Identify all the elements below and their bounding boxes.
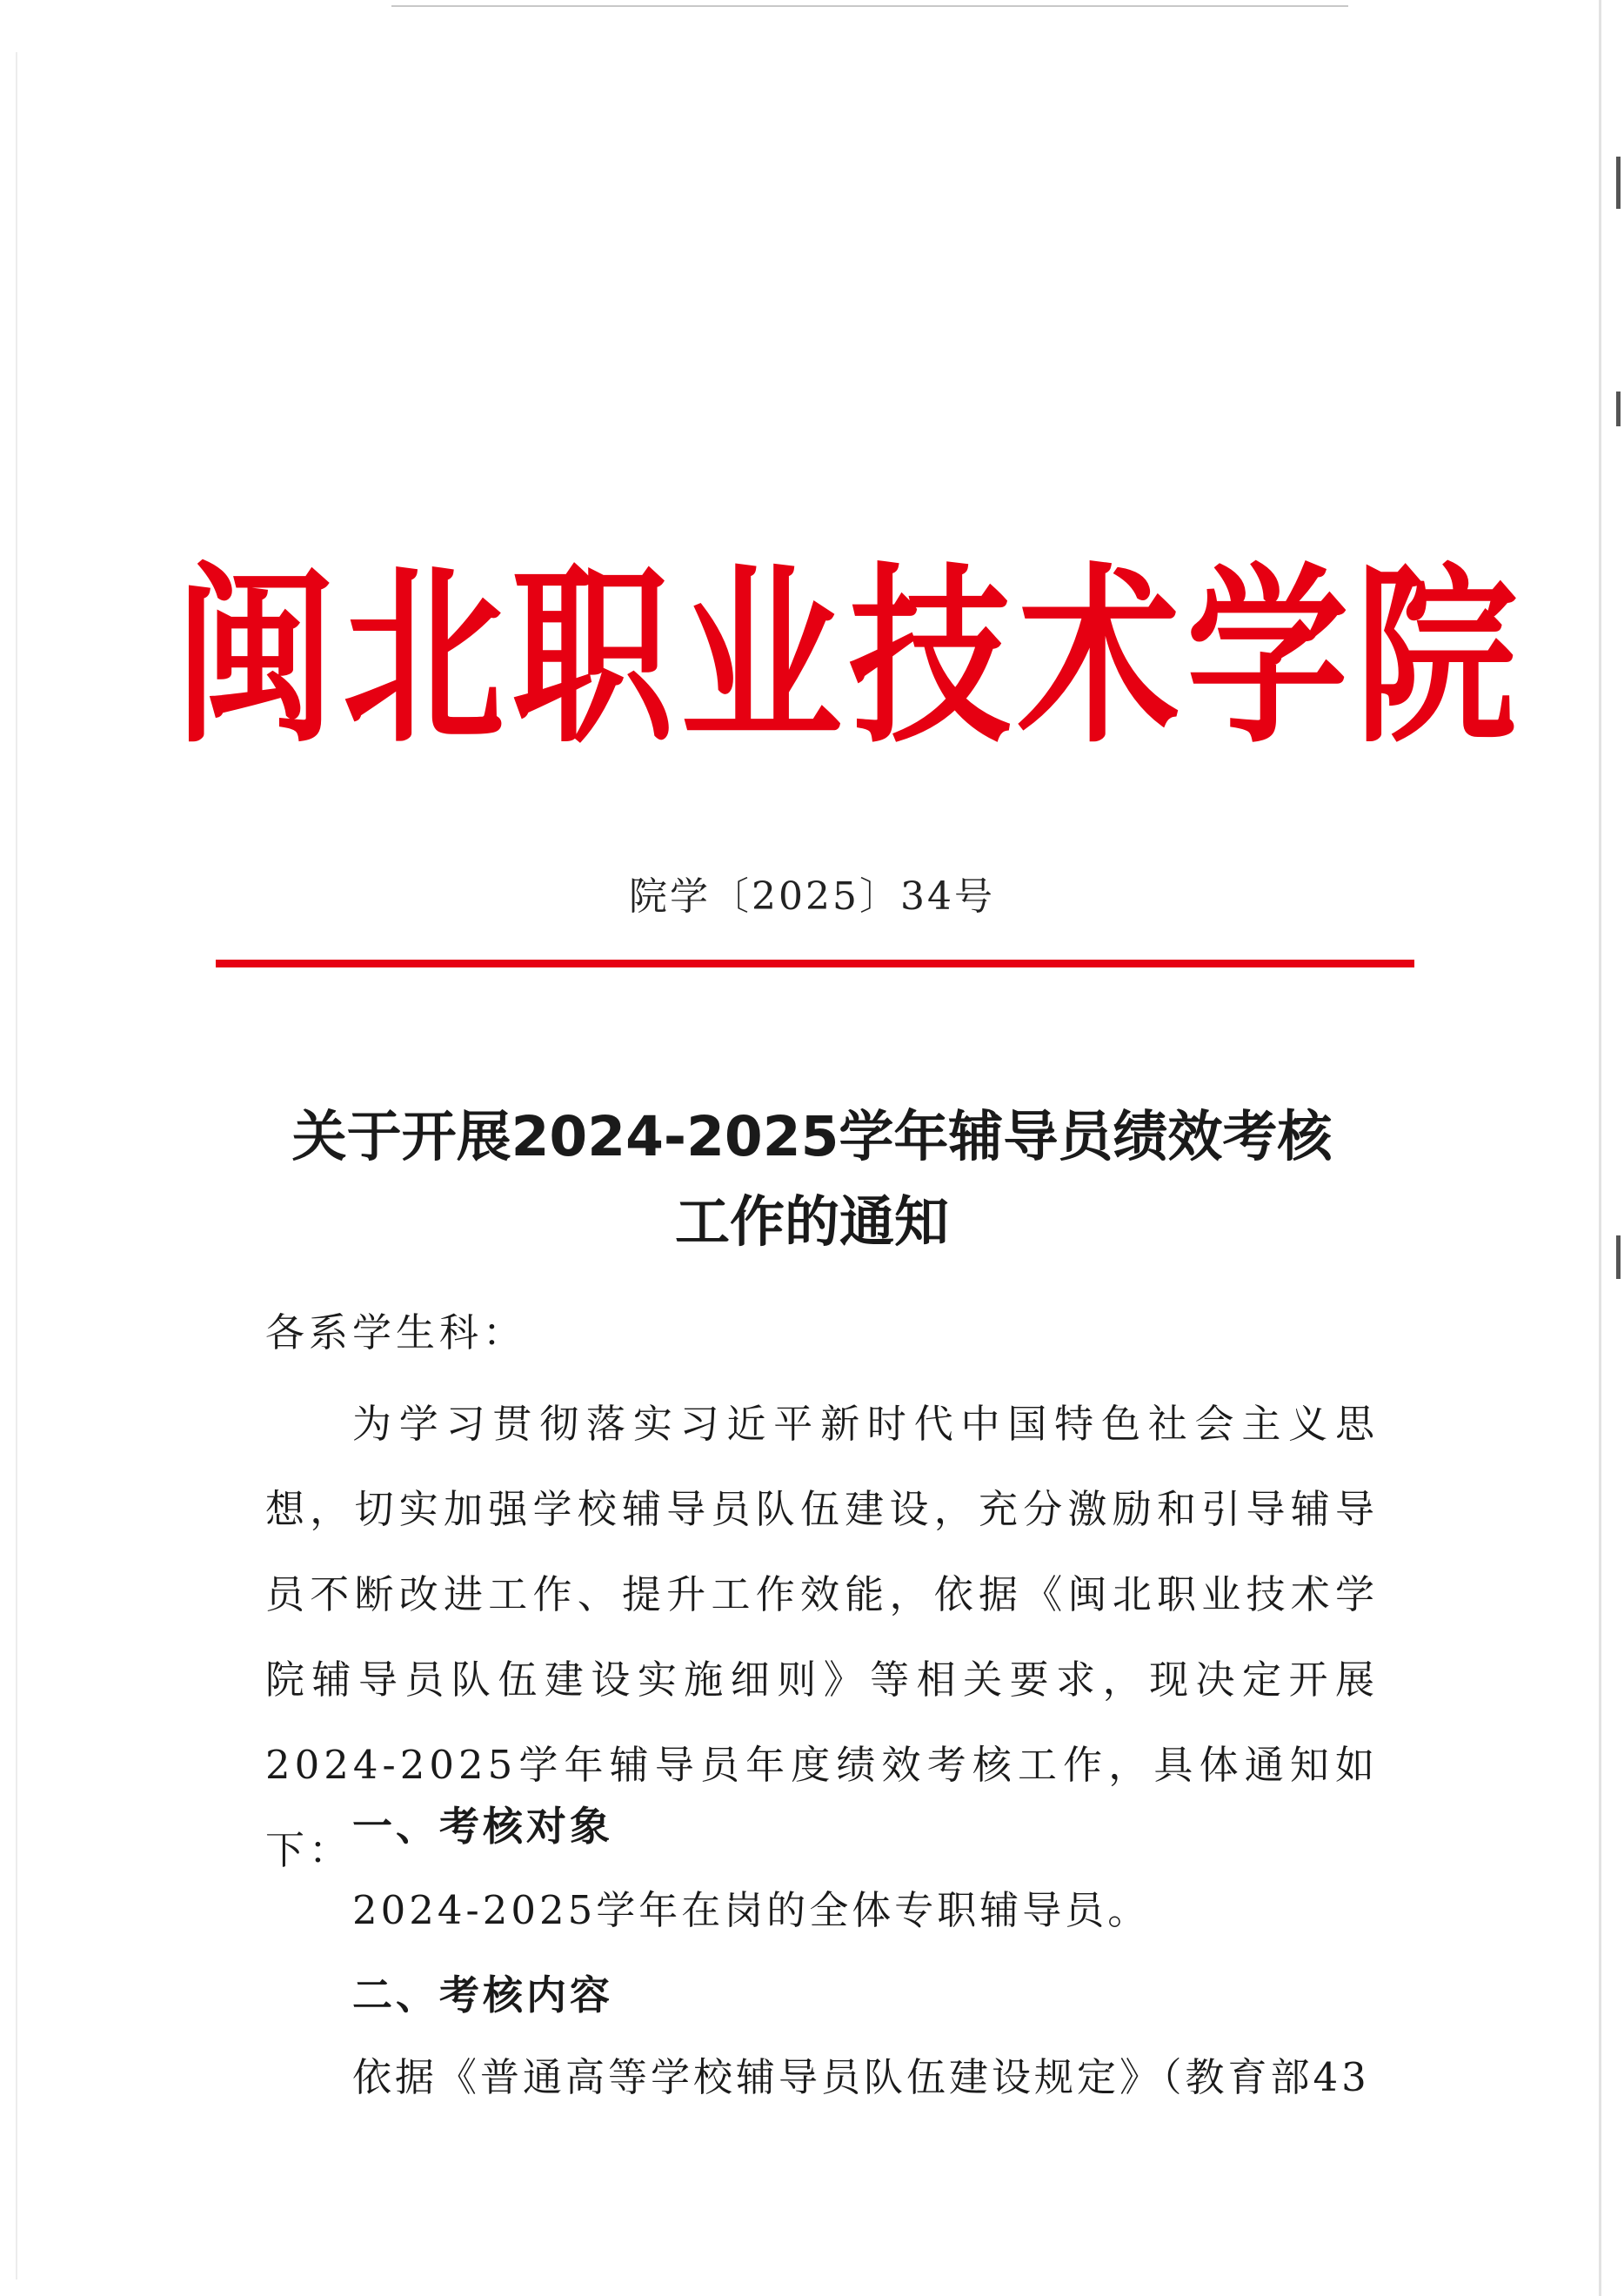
salutation: 各系学生科： (265, 1309, 527, 1356)
scan-mark (1616, 157, 1621, 209)
section-1-heading: 一、考核对象 (352, 1803, 613, 1850)
document-title (226, 1094, 1398, 1265)
intro-paragraph: 为学习贯彻落实习近平新时代中国特色社会主义思想，切实加强学校辅导员队伍建设，充分激励和引导辅导员不断改进工作、提升工作效能，依据《闽北职业技术学院辅导员队伍建设实施细则》等相关要求，现决定开展2024-2025学年辅导员年度绩效考核工作，具体通知如下： (265, 1401, 1379, 1873)
title-line-2: 工作的通知 (675, 1190, 949, 1254)
scan-edge-left (16, 52, 17, 2279)
document-number: 院学〔2025〕34号 (629, 874, 995, 919)
red-divider-line (216, 960, 1414, 967)
title-line-1: 关于开展2024-2025学年辅导员绩效考核 (291, 1105, 1333, 1168)
section-2-text: 依据《普通高等学校辅导员队伍建设规定》（教育部43 (352, 2054, 1370, 2100)
scan-mark (1616, 392, 1621, 426)
section-2-heading: 二、考核内容 (352, 1971, 613, 2018)
scan-mark (1616, 1235, 1621, 1279)
section-1-text: 2024-2025学年在岗的全体专职辅导员。 (352, 1887, 1151, 1933)
institution-masthead: 闽北职业技术学院 (174, 544, 1525, 769)
scan-edge-top (391, 5, 1348, 7)
scan-edge-right (1599, 0, 1601, 2296)
